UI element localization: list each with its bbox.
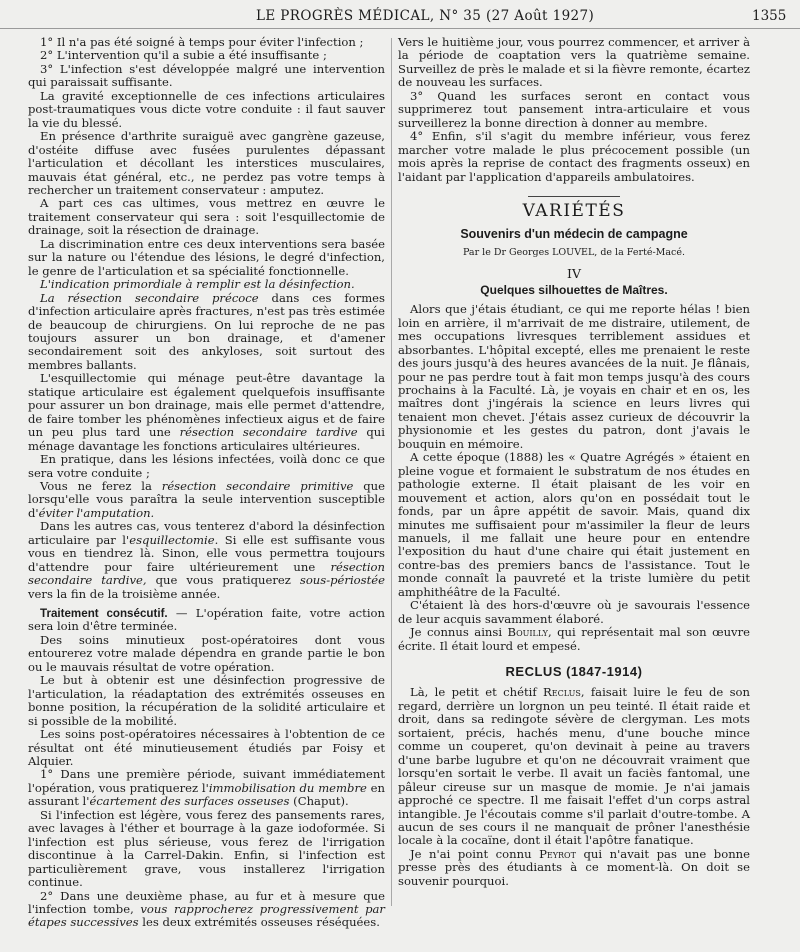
person-name: Reclus bbox=[543, 685, 581, 700]
text-run: qui n'avait pas une bonne presse près des étudiants à ce moment-là. On doit se souvenir pourquoi. bbox=[398, 846, 750, 888]
paragraph: Si l'infection est légère, vous ferez des pansements rares, avec lavages à l'éther et bourrage à la gaze iodoformée. Si l'infection est plus sérieuse, vous ferez de l'irrigation discontinue à la Carrel-Dakin. Enfin, si l'infection est particulièrement grave, vous installerez l'irrigation continue. bbox=[28, 807, 385, 890]
paragraph: 3° Quand les surfaces seront en contact vous supprimerez tout pansement intra-articulaire et vous surveillerez la bonne direction à donner au membre. bbox=[398, 88, 750, 130]
paragraph: C'étaient là des hors-d'œuvre où je savourais l'essence de leur acquis savamment élaboré. bbox=[398, 598, 750, 626]
paragraph bbox=[28, 292, 385, 373]
text-run: que lorsqu'elle vous paraîtra la seule intervention susceptible d' bbox=[28, 478, 386, 520]
article-title: Souvenirs d'un médecin de campagne bbox=[460, 227, 688, 242]
emphasis: résection secondaire tardive bbox=[179, 425, 358, 440]
emphasis: résection secondaire primitive bbox=[161, 478, 354, 493]
ornamental-rule bbox=[528, 196, 620, 197]
paragraph: 1° Il n'a pas été soigné à temps pour éviter l'infection ; bbox=[40, 35, 364, 49]
text-run: — L'opération faite, votre action sera loin d'être terminée. bbox=[28, 606, 385, 634]
text-run: Si elle est suffisante vous vous en tiendrez là. Sinon, elle vous permettra toujours d'attendre pour faire ultérieurement une bbox=[28, 532, 386, 574]
left-column bbox=[28, 36, 385, 930]
text-run: Dans les autres cas, vous tenterez d'abord la désinfection articulaire par l' bbox=[28, 519, 385, 547]
text-run: Vous ne ferez la bbox=[40, 478, 162, 493]
paragraph: 4° Enfin, s'il s'agit du membre inférieur, vous ferez marcher votre malade le plus précocement possible (un mois après la reprise de contact des fragments osseux) en l'aidant par l'application d'appareils ambulatoires. bbox=[398, 129, 750, 184]
paragraph bbox=[28, 607, 385, 634]
page-number: 1355 bbox=[752, 8, 787, 24]
paragraph: A cette époque (1888) les « Quatre Agrégés » étaient en pleine vogue et formaient le substratum de nos études en pathologie externe. Il était plaisant de les voir en mouvement et action, alors qu'on en possédait tout le fonds, par un âpre appétit de savoir. Mais, quand dix minutes me suffisaient pour m'assimiler la fleur de leurs manuels, il me fallait une heure pour en entendre l'exposition du haut d'une chaire qui était justement en contre-bas des premiers bancs de l'assistance. Tout le monde connaît la pauvreté et la triste lumière du petit amphithéâtre de la Faculté. bbox=[398, 450, 750, 599]
paragraph bbox=[398, 848, 750, 888]
paragraph: Les soins post-opératoires nécessaires à l'obtention de ce résultat ont été minutieusement étudiés par Foisy et Alquier. bbox=[28, 727, 385, 769]
running-header bbox=[0, 6, 800, 29]
emphasis: écartement des surfaces osseuses bbox=[89, 794, 290, 809]
text-run: 1° Dans une première période, suivant immédiatement l'opération, vous pratiquerez l' bbox=[28, 767, 385, 795]
person-name: Peyrot bbox=[539, 846, 576, 861]
text-run: L'esquillectomie qui ménage peut-être davantage la statique articulaire est également quelquefois insuffisante pour assurer un bon drainage, mais elle permet d'attendre, de faire tomber les phénomènes infectieux aigus et de faire un peu plus tard une bbox=[28, 371, 385, 440]
paragraph bbox=[28, 768, 385, 808]
paragraph: Alors que j'étais étudiant, ce qui me reporte hélas ! bien loin en arrière, il m'arrivait de me distraire, utilement, de mes occupations livresques terriblement assidues et absorbantes. L'hôpital excepté, elles me prenaient le reste des jours jusqu'à des heures avancées de la nuit. Je flânais, pour ne pas perdre tout à fait mon temps jusqu'à des cours prochains à la Faculté. Là, je voyais en chair et en os, les maîtres dont j'ingérais la science en leurs livres qui tenaient mon chevet. J'étais assez curieux de découvrir la physionomie et les gestes du patron, dont j'avais le bouquin en mémoire. bbox=[398, 302, 750, 451]
paragraph: La discrimination entre ces deux interventions sera basée sur la nature ou l'étendue des lésions, le degré d'infection, le genre de l'articulation et sa spécialité fonctionnelle. bbox=[28, 236, 385, 278]
text-run: , faisait luire le feu de son regard, derrière un lorgnon un peu teinté. Il était raide et droit, dans sa redingote sévère de clergyman. Les mots sortaient, précis, hachés menu, d'une bouche mince comme un couperet, qu'on devinait à peine au travers d'une barbe lugubre et qu'on ne découvrait vraiment que lorsqu'en sortait le verbe. Il avait un faciès fantomal, une pâleur cireuse sur un masque de momie. Je n'ai jamais approché ce spectre. Il me faisait l'effet d'un corps astral intangible. Je l'écoutais comme s'il parlait d'outre-tombe. A aucun de ses cours il ne manquait de prôner l'anesthésie locale à la cocaïne, dont il était l'apôtre fanatique. bbox=[398, 685, 750, 848]
paragraph: En pratique, dans les lésions infectées, voilà donc ce que sera votre conduite ; bbox=[28, 452, 385, 480]
emphasis: esquillectomie. bbox=[129, 532, 219, 547]
text-run: que vous pratiquerez bbox=[146, 573, 300, 588]
journal-title: LE PROGRÈS MÉDICAL, N° 35 (27 Août 1927) bbox=[256, 8, 595, 24]
paragraph: Des soins minutieux post-opératoires dont vous entourerez votre malade dépendra en grande partie le bon ou le mauvais résultat de votre opération. bbox=[28, 632, 385, 674]
section-title: VARIÉTÉS bbox=[522, 200, 626, 221]
chapter-title: Quelques silhouettes de Maîtres. bbox=[480, 282, 668, 297]
paragraph bbox=[28, 890, 385, 930]
paragraph bbox=[398, 686, 750, 847]
text-run: , qui représentait mal son œuvre écrite. Il était lourd et empesé. bbox=[398, 625, 750, 653]
text-run: les deux extrémités osseuses réséquées. bbox=[138, 915, 380, 930]
column-divider bbox=[391, 38, 392, 906]
paragraph: L'indication primordiale à remplir est la désinfection. bbox=[40, 277, 355, 292]
emphasis: éviter l'amputation. bbox=[38, 505, 155, 520]
section-heading: Traitement consécutif. bbox=[40, 607, 168, 621]
paragraph: 2° L'intervention qu'il a subie a été insuffisante ; bbox=[40, 48, 327, 63]
subsection-heading: RECLUS (1847-1914) bbox=[505, 664, 643, 680]
emphasis: résection secondaire tardive, bbox=[28, 559, 385, 588]
emphasis: immobilisation du membre bbox=[208, 780, 367, 795]
paragraph: Vers le huitième jour, vous pourrez commencer, et arriver à la période de coaptation vers la quatrième semaine. Surveillez de près le malade et si la fièvre remonte, écartez de nouveau les surfaces. bbox=[398, 35, 750, 90]
paragraph: 3° L'infection s'est développée malgré une intervention qui paraissait suffisante. bbox=[28, 61, 385, 90]
text-run: (Chaput). bbox=[289, 794, 349, 809]
paragraph bbox=[28, 372, 385, 453]
text-run: Je n'ai point connu bbox=[410, 846, 540, 861]
text-run: 2° Dans une deuxième phase, au fur et à mesure que l'infection tombe, bbox=[28, 888, 385, 916]
paragraph bbox=[28, 480, 385, 520]
chapter-number: IV bbox=[567, 266, 581, 282]
person-name: Bouilly bbox=[507, 625, 548, 640]
paragraph bbox=[398, 626, 750, 653]
emphasis: La résection secondaire précoce bbox=[40, 290, 259, 305]
text-run: vers la fin de la troisième année. bbox=[28, 586, 221, 601]
paragraph: A part ces cas ultimes, vous mettrez en œuvre le traitement conservateur qui sera : soit l'esquillectomie de drainage, soit la résection de drainage. bbox=[28, 196, 385, 238]
text-run: Là, le petit et chétif bbox=[410, 685, 544, 700]
emphasis: sous-périostée bbox=[299, 573, 385, 588]
text-run: qui ménage davantage les fonctions articulaires ultérieures. bbox=[28, 425, 385, 453]
right-column bbox=[398, 36, 750, 888]
text-run: en assurant l' bbox=[28, 780, 385, 809]
text-run: dans ces formes d'infection articulaire après fractures, n'est pas très estimée de beaucoup de chirurgiens. On lui reproche de ne pas toujours assurer un bon drainage, et d'amener secondairement soit des ankyloses, soit surtout des membres ballants. bbox=[28, 290, 385, 372]
paragraph: Le but à obtenir est une désinfection progressive de l'articulation, la réadaptation des extrémités osseuses en bonne position, la récupération de la solidité articulaire et si possible de la mobilité. bbox=[28, 673, 385, 728]
paragraph bbox=[28, 520, 385, 601]
byline: Par le Dr Georges LOUVEL, de la Ferté-Macé. bbox=[462, 246, 686, 258]
paragraph: En présence d'arthrite suraiguë avec gangrène gazeuse, d'ostéite diffuse avec fusées purulentes dépassant l'articulation et décollant les interstices musculaires, mauvais état général, etc., ne perdez pas votre temps à rechercher un traitement conservateur : amputez. bbox=[28, 129, 385, 197]
emphasis: vous rapprocherez progressivement par étapes successives bbox=[28, 902, 385, 930]
paragraph: La gravité exceptionnelle de ces infections articulaires post-traumatiques vous dicte votre conduite : il faut sauver la vie du blessé. bbox=[28, 88, 385, 130]
text-run: Je connus ainsi bbox=[410, 625, 508, 640]
